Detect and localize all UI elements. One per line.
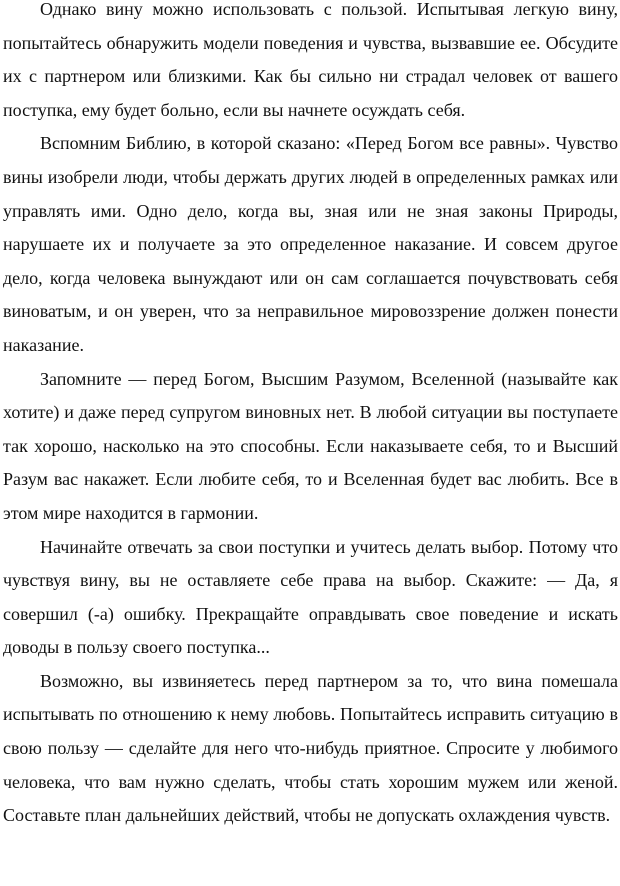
paragraph-4: Начинайте отвечать за свои поступки и учитесь делать выбор. Потому что чувствуя вину, вы не оставляете себе права на выбор. Скажите: — Да, я совершил (-а) ошибку. Прекращайте оправдывать свое поведение и искать доводы в пользу своего поступка... [3, 536, 618, 658]
paragraph-1: Однако вину можно использовать с пользой. Испытывая легкую вину, попытайтесь обнаружить модели поведения и чувства, вызвавшие ее. Обсудите их с партнером или близкими. Как бы сильно ни страдал человек от вашего поступка, ему будет больно, если вы начнете осуждать себя. [3, 0, 618, 120]
paragraph-3: Запомните — перед Богом, Высшим Разумом, Вселенной (называйте как хотите) и даже перед супругом виновных нет. В любой ситуации вы поступаете так хорошо, насколько на это способны. Если наказываете себя, то и Высший Разум вас накажет. Если любите себя, то и Вселенная будет вас любить. Все в этом мире находится в гармонии. [3, 368, 618, 523]
paragraph-2: Вспомним Библию, в которой сказано: «Перед Богом все равны». Чувство вины изобрели люди, чтобы держать других людей в определенных рамках или управлять ими. Одно дело, когда вы, зная или не зная законы Природы, нарушаете их и получаете за это определенное наказание. И совсем другое дело, когда человека вынуждают или он сам соглашается почувствовать себя виноватым, и он уверен, что за неправильное мировоззрение должен понести наказание. [3, 133, 618, 355]
paragraph-5: Возможно, вы извиняетесь перед партнером за то, что вина помешала испытывать по отношению к нему любовь. Попытайтесь исправить ситуацию в свою пользу — сделайте для него что-нибудь приятное. Спросите у любимого человека, что вам нужно сделать, чтобы стать хорошим мужем или женой. Составьте план дальнейших действий, чтобы не допускать охлаждения чувств. [3, 670, 618, 826]
